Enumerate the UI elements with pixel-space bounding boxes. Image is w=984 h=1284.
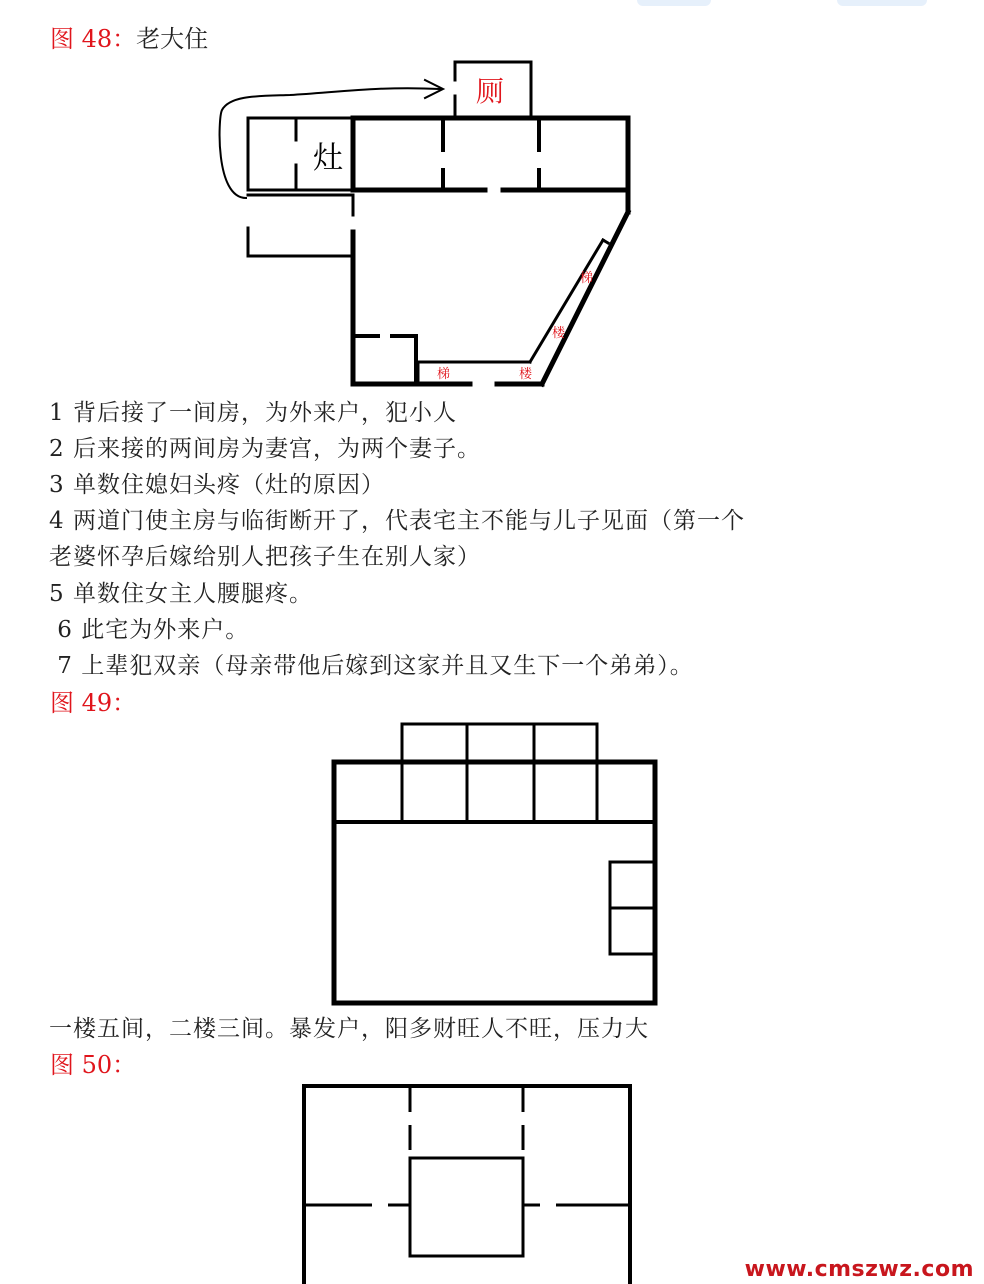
- toilet-label: 厕: [476, 75, 505, 108]
- fig48-title: 老大住: [136, 25, 209, 53]
- stair-label: 梯: [437, 367, 451, 382]
- fig48-note: 7 上辈犯双亲（母亲带他后嫁到这家并且又生下一个弟弟）。: [49, 653, 694, 679]
- fig48-note: 3 单数住媳妇头疼（灶的原因）: [49, 472, 385, 498]
- stair-label: 梯: [580, 271, 594, 286]
- fig48-note: 1 背后接了一间房，为外来户，犯小人: [49, 400, 457, 426]
- fig48-note: 6 此宅为外来户。: [49, 617, 250, 643]
- fig48-note: 5 单数住女主人腰腿疼。: [49, 581, 313, 607]
- fig50-label: 图 50：: [50, 1051, 137, 1079]
- fig50-heading: [50, 1050, 136, 1080]
- stair-label: 楼: [519, 367, 533, 382]
- fig48-floorplan: [0, 0, 984, 400]
- site-watermark: www.cmszwz.com: [744, 1257, 974, 1282]
- fig49-note: 一楼五间，二楼三间。暴发户，阳多财旺人不旺，压力大: [49, 1016, 649, 1042]
- fig49-heading: [50, 688, 136, 718]
- fig49-label: 图 49：: [50, 689, 137, 717]
- fig48-label: 图 48：: [50, 25, 137, 53]
- stove-label: 灶: [313, 141, 343, 176]
- fig48-note: 老婆怀孕后嫁给别人把孩子生在别人家）: [49, 544, 481, 570]
- fig48-note: 2 后来接的两间房为妻宫，为两个妻子。: [49, 436, 481, 462]
- stair-label: 楼: [552, 326, 566, 341]
- fig48-note: 4 两道门使主房与临街断开了，代表宅主不能与儿子见面（第一个: [49, 508, 745, 534]
